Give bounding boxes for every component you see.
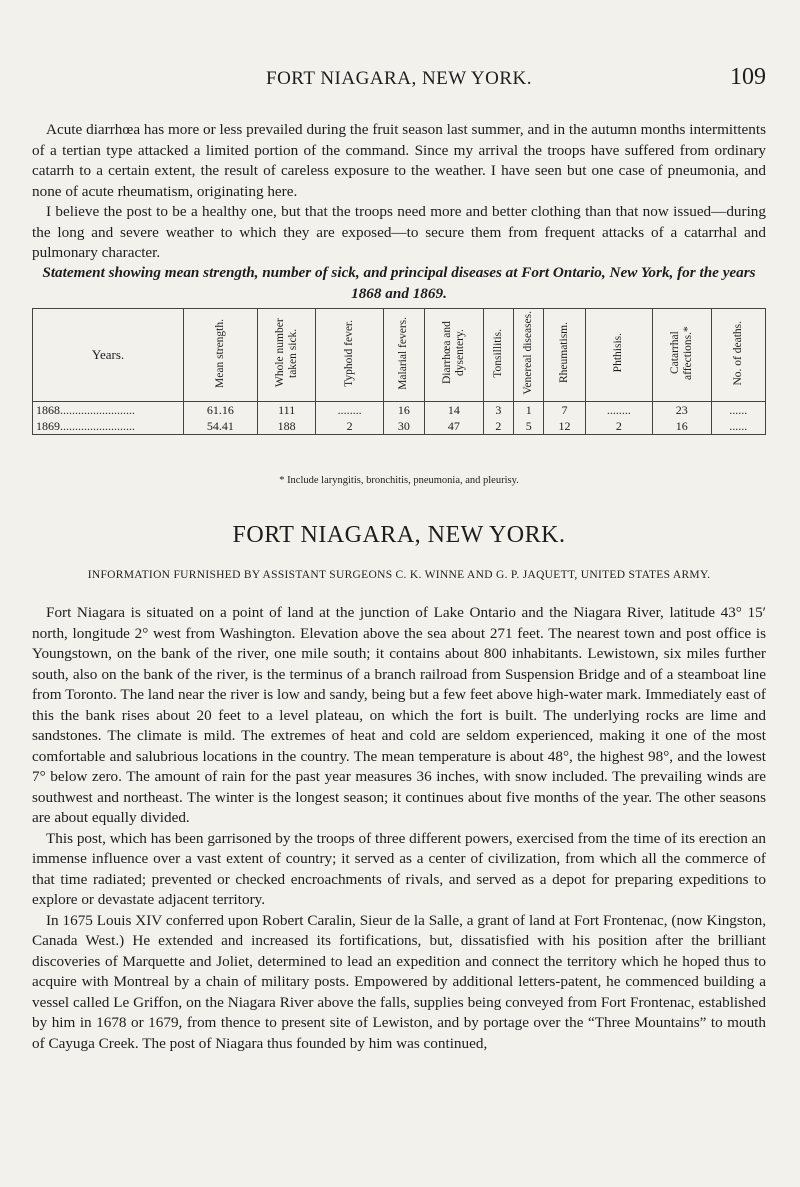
table-header-row <box>33 309 766 402</box>
intro-paragraph: I believe the post to be a healthy one, but that the troops need more and better clothing than that now issued—during the long and severe weather to which they are exposed—to secure them from frequent attacks of a catarrhal and pulmonary character. <box>32 203 766 261</box>
table-caption: Statement showing mean strength, number of sick, and principal diseases at Fort Ontario, New York, for the years 1868 and 1869. <box>42 264 756 302</box>
table-cell: 16 <box>652 418 711 435</box>
table-row <box>33 402 766 419</box>
column-header: Diarrhœa and dysentery. <box>425 309 484 402</box>
column-header: Catarrhal affections.* <box>652 309 711 402</box>
intro-paragraph: Acute diarrhœa has more or less prevailed during the fruit season last summer, and in the autumn months intermittents of a tertian type attacked a limited portion of the command. Since my arrival the troops have suffered from ordinary catarrh to a certain extent, the result of careless exposure to the weather. I have seen but one case of pneumonia, and none of acute rheumatism, originating here. <box>32 121 766 200</box>
column-header: Whole number taken sick. <box>257 309 316 402</box>
table-cell: ........ <box>585 402 652 419</box>
table-cell: 14 <box>425 402 484 419</box>
column-header: No. of deaths. <box>711 309 765 402</box>
table-cell: 2 <box>585 418 652 435</box>
table-cell: 47 <box>425 418 484 435</box>
table-cell: 2 <box>483 418 513 435</box>
column-header: Rheumatism. <box>544 309 585 402</box>
table-cell: 12 <box>544 418 585 435</box>
statistics-table <box>32 308 766 435</box>
section-subtitle: INFORMATION FURNISHED BY ASSISTANT SURGEONS C. K. WINNE AND G. P. JAQUETT, UNITED STATES ARMY. <box>87 569 711 581</box>
table-cell: 111 <box>257 402 316 419</box>
table-cell: 30 <box>383 418 424 435</box>
column-header-years: Years. <box>33 309 184 402</box>
column-header: Phthisis. <box>585 309 652 402</box>
table-cell: 7 <box>544 402 585 419</box>
table-cell: 23 <box>652 402 711 419</box>
running-title: FORT NIAGARA, NEW YORK. <box>266 68 532 89</box>
body-text <box>32 603 766 1054</box>
table-cell: 188 <box>257 418 316 435</box>
table-cell: 1868......................... <box>33 402 184 419</box>
table-cell: 54.41 <box>184 418 258 435</box>
body-paragraph: Fort Niagara is situated on a point of land at the junction of Lake Ontario and the Niagara River, latitude 43° 15′ north, longitude 2° west from Washington. Elevation above the sea about 271 feet. The nearest town and post office is Youngstown, on the bank of the river, one mile south; it contains about 800 inhabitants. Lewistown, six miles further south, also on the bank of the river, is the terminus of a branch railroad from Suspension Bridge and of a steamboat line from Toronto. The land near the river is low and sandy, being but a few feet above high-water mark. Immediately east of this the bank rises about 20 feet to a level plateau, on which the fort is built. The underlying rocks are lime and sandstones. The climate is mild. The extremes of heat and cold are seldom experienced, making it one of the most comfortable and salubrious locations in the country. The mean temperature is about 48°, the highest 98°, and the lowest 7° below zero. The amount of rain for the past year measures 36 inches, with snow included. The prevailing winds are southwest and northeast. The winter is the longest season; it continues about five months of the year. The other seasons are about equally divided. <box>32 604 766 826</box>
column-header: Typhoid fever. <box>316 309 383 402</box>
page-header <box>32 64 766 104</box>
column-header: Tonsillitis. <box>483 309 513 402</box>
table-cell: ...... <box>711 402 765 419</box>
section-title: FORT NIAGARA, NEW YORK. <box>232 522 566 548</box>
page-number: 109 <box>730 64 766 90</box>
table-cell: ...... <box>711 418 765 435</box>
table-cell: 61.16 <box>184 402 258 419</box>
table-row <box>33 418 766 435</box>
column-header: Malarial fevers. <box>383 309 424 402</box>
intro-text <box>32 120 766 264</box>
column-header: Mean strength. <box>184 309 258 402</box>
table-cell: ........ <box>316 402 383 419</box>
body-paragraph: This post, which has been garrisoned by the troops of three different powers, exercised from the time of its erection an immense influence over a vast extent of country; it served as a center of civilization, from which all the commerce of that time radiated; prevented or checked encroachments of rivals, and served as a depot for preparing expeditions to explore or devastate adjacent territory. <box>32 829 766 908</box>
table-cell: 3 <box>483 402 513 419</box>
table-cell: 1 <box>514 402 544 419</box>
table-cell: 2 <box>316 418 383 435</box>
table-cell: 1869......................... <box>33 418 184 435</box>
body-paragraph: In 1675 Louis XIV conferred upon Robert Caralin, Sieur de la Salle, a grant of land at Fort Frontenac, (now Kingston, Canada West.) He extended and increased its fortifications, but, dissatisfied with his position after the brilliant discoveries of Marquette and Joliet, determined to lead an expedition and connect the territory which he hoped thus to acquire with Montreal by a chain of military posts. Empowered by additional letters-patent, he commenced building a vessel called Le Griffon, on the Niagara River above the falls, supplies being conveyed from Fort Frontenac, established by him in 1678 or 1679, from thence to present site of Lewiston, and by portage over the “Three Mountains” to mouth of Cayuga Creek. The post of Niagara thus founded by him was continued, <box>32 911 766 1052</box>
table-footnote: * Include laryngitis, bronchitis, pneumonia, and pleurisy. <box>279 475 519 486</box>
column-header: Venereal diseases. <box>514 309 544 402</box>
table-cell: 5 <box>514 418 544 435</box>
table-cell: 16 <box>383 402 424 419</box>
